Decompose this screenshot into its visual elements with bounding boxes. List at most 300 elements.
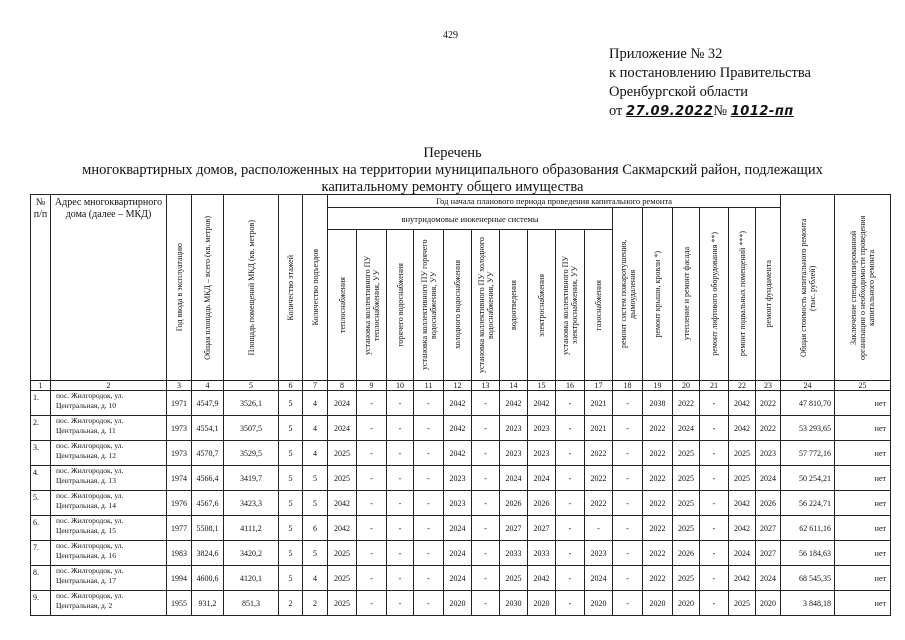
- table-cell: 2025: [328, 441, 357, 466]
- table-cell: 2025: [328, 591, 357, 616]
- table-cell: 2022: [585, 491, 613, 516]
- column-number-cell: 25: [835, 381, 891, 391]
- table-cell: -: [357, 491, 387, 516]
- table-cell: 2020: [673, 591, 700, 616]
- header-floors: Количество этажей: [286, 254, 295, 321]
- table-cell: -: [613, 391, 643, 416]
- appendix-date-line: [609, 102, 811, 121]
- table-cell: 2042: [500, 391, 528, 416]
- table-row: [31, 541, 891, 566]
- header-electric: электроснабжения: [537, 273, 546, 337]
- table-cell: 2024: [444, 566, 472, 591]
- table-cell: -: [585, 516, 613, 541]
- header-cold-water-meter: установка коллективного ПУ холодного водоснабжения, УУ: [476, 237, 495, 373]
- table-cell: 4554,1: [192, 416, 224, 441]
- table-cell: 3.: [31, 441, 51, 466]
- table-cell: 931,2: [192, 591, 224, 616]
- table-cell: 3526,1: [224, 391, 279, 416]
- table-cell: пос. Жилгородок, ул. Центральная, д. 16: [51, 541, 167, 566]
- table-cell: -: [472, 416, 500, 441]
- table-cell: 2025: [729, 591, 756, 616]
- handwritten-date: 27.09.2022: [626, 104, 714, 119]
- table-cell: -: [357, 466, 387, 491]
- table-cell: 2022: [643, 541, 673, 566]
- table-cell: 2025: [673, 491, 700, 516]
- table-cell: 4: [303, 416, 328, 441]
- header-elevator: ремонт лифтового оборудования **): [709, 232, 719, 356]
- table-cell: 5: [279, 391, 303, 416]
- table-cell: -: [414, 466, 444, 491]
- table-cell: -: [472, 391, 500, 416]
- table-cell: 2042: [328, 516, 357, 541]
- table-cell: нет: [835, 391, 891, 416]
- table-cell: 2024: [756, 566, 781, 591]
- table-cell: -: [472, 541, 500, 566]
- table-cell: 851,3: [224, 591, 279, 616]
- table-cell: -: [387, 566, 414, 591]
- table-cell: -: [700, 441, 729, 466]
- table-cell: -: [556, 591, 585, 616]
- table-row: [31, 416, 891, 441]
- document-title: [0, 145, 905, 196]
- header-conclusion: Заключение специализированной организации о необходимости проведения капитального ремонта: [849, 215, 876, 360]
- table-cell: 2033: [500, 541, 528, 566]
- table-cell: 57 772,16: [781, 441, 835, 466]
- table-cell: 2022: [585, 466, 613, 491]
- header-drainage: водоотведения: [509, 280, 518, 330]
- table-cell: 2023: [585, 541, 613, 566]
- table-cell: -: [472, 566, 500, 591]
- appendix-line-1: Приложение № 32: [609, 46, 723, 62]
- column-number-cell: 1: [31, 381, 51, 391]
- header-gas: газоснабжения: [594, 279, 603, 331]
- page-number: 429: [443, 30, 458, 41]
- column-number-cell: 19: [643, 381, 673, 391]
- column-number-row: [31, 381, 891, 391]
- table-cell: -: [357, 566, 387, 591]
- table-cell: нет: [835, 441, 891, 466]
- column-number-cell: 23: [756, 381, 781, 391]
- column-number-cell: 15: [528, 381, 556, 391]
- table-cell: нет: [835, 541, 891, 566]
- table-cell: 2027: [528, 516, 556, 541]
- column-number-cell: 24: [781, 381, 835, 391]
- table-cell: -: [613, 466, 643, 491]
- table-cell: 2025: [673, 466, 700, 491]
- table-cell: 2022: [673, 391, 700, 416]
- table-cell: 2024: [729, 541, 756, 566]
- header-year-built: Год ввода в эксплуатацию: [174, 243, 184, 332]
- table-cell: 5: [303, 541, 328, 566]
- column-number-cell: 10: [387, 381, 414, 391]
- table-cell: 4567,6: [192, 491, 224, 516]
- table-cell: 2042: [729, 391, 756, 416]
- table-cell: 2042: [528, 566, 556, 591]
- table-cell: -: [700, 491, 729, 516]
- table-cell: 3507,5: [224, 416, 279, 441]
- table-cell: 2023: [528, 441, 556, 466]
- table-cell: -: [472, 516, 500, 541]
- table-cell: 2042: [328, 491, 357, 516]
- column-number-cell: 11: [414, 381, 444, 391]
- table-cell: 2042: [444, 441, 472, 466]
- header-engineering-group: внутридомовые инженерные системы: [328, 208, 613, 230]
- table-cell: 2024: [673, 416, 700, 441]
- table-cell: -: [613, 491, 643, 516]
- data-rows: [31, 391, 891, 616]
- table-cell: -: [472, 466, 500, 491]
- column-number-cell: 4: [192, 381, 224, 391]
- header-entrances: Количество подъездов: [310, 249, 320, 326]
- table-cell: 4120,1: [224, 566, 279, 591]
- table-cell: 3419,7: [224, 466, 279, 491]
- table-cell: -: [387, 541, 414, 566]
- table-cell: 2026: [673, 541, 700, 566]
- column-number-cell: 17: [585, 381, 613, 391]
- table-cell: 5: [279, 416, 303, 441]
- table-row: [31, 566, 891, 591]
- header-hot-water-meter: установка коллективного ПУ горячего водоснабжения, УУ: [419, 239, 438, 371]
- table-cell: 4570,7: [192, 441, 224, 466]
- table-cell: 4: [303, 566, 328, 591]
- column-number-cell: 20: [673, 381, 700, 391]
- table-cell: -: [613, 566, 643, 591]
- table-cell: -: [613, 416, 643, 441]
- table-cell: пос. Жилгородок, ул. Центральная, д. 14: [51, 491, 167, 516]
- table-cell: 2027: [756, 541, 781, 566]
- table-cell: нет: [835, 516, 891, 541]
- table-cell: 2042: [729, 516, 756, 541]
- table-cell: 2042: [729, 416, 756, 441]
- table-cell: нет: [835, 591, 891, 616]
- table-cell: 50 254,21: [781, 466, 835, 491]
- table-cell: 1983: [167, 541, 192, 566]
- table-cell: 3824,6: [192, 541, 224, 566]
- header-heat: теплоснабжения: [337, 277, 347, 333]
- column-number-cell: 13: [472, 381, 500, 391]
- table-cell: -: [556, 566, 585, 591]
- table-cell: 9.: [31, 591, 51, 616]
- table-cell: -: [414, 591, 444, 616]
- handwritten-number: 1012-пп: [730, 104, 794, 119]
- table-row: [31, 591, 891, 616]
- table-cell: 2026: [756, 491, 781, 516]
- table-cell: 6.: [31, 516, 51, 541]
- table-cell: -: [613, 441, 643, 466]
- table-cell: -: [387, 591, 414, 616]
- table-cell: 1.: [31, 391, 51, 416]
- table-cell: нет: [835, 416, 891, 441]
- table-cell: 2021: [585, 416, 613, 441]
- number-prefix: №: [713, 103, 728, 119]
- table-cell: 4.: [31, 466, 51, 491]
- table-cell: -: [357, 416, 387, 441]
- table-cell: -: [414, 391, 444, 416]
- table-cell: 2023: [500, 441, 528, 466]
- table-cell: 1973: [167, 441, 192, 466]
- table-cell: пос. Жилгородок, ул. Центральная, д. 10: [51, 391, 167, 416]
- table-cell: 2030: [500, 591, 528, 616]
- table-cell: 5: [279, 441, 303, 466]
- houses-table: [30, 194, 891, 616]
- table-cell: 5: [279, 516, 303, 541]
- table-cell: 4600,6: [192, 566, 224, 591]
- table-cell: 1974: [167, 466, 192, 491]
- table-cell: 5: [279, 541, 303, 566]
- table-cell: 2022: [643, 466, 673, 491]
- table-cell: -: [414, 441, 444, 466]
- table-cell: -: [387, 491, 414, 516]
- table-cell: 47 810,70: [781, 391, 835, 416]
- header-electric-meter: установка коллективного ПУ электроснабжения, УУ: [561, 255, 579, 355]
- table-cell: 2023: [756, 441, 781, 466]
- table-row: [31, 441, 891, 466]
- table-cell: -: [700, 391, 729, 416]
- header-basement: ремонт подвальных помещений ***): [737, 231, 747, 357]
- table-cell: 2025: [328, 466, 357, 491]
- table-cell: -: [613, 541, 643, 566]
- table-cell: 1955: [167, 591, 192, 616]
- table-cell: нет: [835, 466, 891, 491]
- table-cell: 2024: [444, 516, 472, 541]
- table-cell: 2022: [756, 391, 781, 416]
- table-cell: 2020: [528, 591, 556, 616]
- table-cell: -: [472, 591, 500, 616]
- title-line-2: многоквартирных домов, расположенных на территории муниципального образования Сакмарский район, подлежащих: [82, 162, 823, 178]
- table-cell: 3423,3: [224, 491, 279, 516]
- table-cell: 4547,9: [192, 391, 224, 416]
- appendix-line-3: Оренбургской области: [609, 84, 749, 100]
- table-cell: -: [414, 516, 444, 541]
- table-cell: 2025: [328, 541, 357, 566]
- table-cell: 2022: [643, 416, 673, 441]
- table-cell: нет: [835, 566, 891, 591]
- table-cell: 2023: [444, 466, 472, 491]
- table-cell: 2020: [756, 591, 781, 616]
- date-prefix: от: [609, 103, 623, 119]
- table-cell: 2042: [729, 491, 756, 516]
- table-cell: -: [700, 516, 729, 541]
- table-cell: 2020: [643, 591, 673, 616]
- table-cell: 2024: [328, 391, 357, 416]
- table-cell: пос. Жилгородок, ул. Центральная, д. 13: [51, 466, 167, 491]
- table-row: [31, 466, 891, 491]
- table-cell: 2023: [528, 416, 556, 441]
- header-heat-meter: установка коллективного ПУ теплоснабжения, УУ: [362, 255, 381, 355]
- table-cell: 2033: [528, 541, 556, 566]
- column-number-cell: 22: [729, 381, 756, 391]
- table-cell: -: [700, 416, 729, 441]
- table-cell: 4566,4: [192, 466, 224, 491]
- column-numbers: [31, 381, 891, 391]
- table-cell: -: [700, 591, 729, 616]
- table-cell: 56 224,71: [781, 491, 835, 516]
- table-cell: пос. Жилгородок, ул. Центральная, д. 11: [51, 416, 167, 441]
- table-cell: 8.: [31, 566, 51, 591]
- table-cell: 2022: [643, 491, 673, 516]
- table-cell: 3529,5: [224, 441, 279, 466]
- table-cell: 2025: [328, 566, 357, 591]
- table-cell: 2023: [444, 491, 472, 516]
- table-cell: 5.: [31, 491, 51, 516]
- table-cell: 2042: [444, 391, 472, 416]
- table-cell: 5: [279, 491, 303, 516]
- column-number-cell: 14: [500, 381, 528, 391]
- table-cell: 2021: [585, 391, 613, 416]
- column-number-cell: 16: [556, 381, 585, 391]
- table-cell: -: [357, 516, 387, 541]
- table-cell: 2042: [729, 566, 756, 591]
- table-cell: 5: [303, 491, 328, 516]
- table-cell: 2022: [643, 441, 673, 466]
- table-cell: -: [700, 466, 729, 491]
- table-cell: 5: [279, 566, 303, 591]
- table-cell: -: [387, 516, 414, 541]
- table-cell: 2025: [729, 466, 756, 491]
- table-cell: 4: [303, 441, 328, 466]
- header-cold-water: холодного водоснабжения: [453, 260, 462, 350]
- table-cell: -: [387, 391, 414, 416]
- table-cell: -: [357, 591, 387, 616]
- table-cell: 68 545,35: [781, 566, 835, 591]
- table-cell: -: [387, 466, 414, 491]
- table-cell: -: [414, 566, 444, 591]
- table-cell: 5: [303, 466, 328, 491]
- table-cell: -: [556, 541, 585, 566]
- header-premises-area: Площадь помещений МКД (кв. метров): [246, 219, 256, 356]
- table-cell: -: [613, 591, 643, 616]
- table-cell: 2025: [729, 441, 756, 466]
- table-cell: 2027: [756, 516, 781, 541]
- column-number-cell: 9: [357, 381, 387, 391]
- column-number-cell: 8: [328, 381, 357, 391]
- title-line-1: Перечень: [423, 145, 482, 161]
- header-fire: ремонт систем пожаротушения, дымоудаления: [618, 239, 637, 349]
- table-cell: -: [472, 491, 500, 516]
- table-cell: 3 848,18: [781, 591, 835, 616]
- table-cell: 2042: [444, 416, 472, 441]
- table-cell: 56 184,63: [781, 541, 835, 566]
- table-cell: 2024: [585, 566, 613, 591]
- table-cell: 2022: [643, 566, 673, 591]
- header-cost: Общая стоимость капитального ремонта (тыс. рублей): [798, 218, 817, 357]
- table-cell: -: [414, 416, 444, 441]
- table-cell: 2020: [585, 591, 613, 616]
- table-cell: 2022: [585, 441, 613, 466]
- table-cell: -: [556, 466, 585, 491]
- table-cell: 1994: [167, 566, 192, 591]
- table-cell: 2025: [673, 566, 700, 591]
- table-cell: -: [700, 541, 729, 566]
- table-cell: пос. Жилгородок, ул. Центральная, д. 12: [51, 441, 167, 466]
- table-cell: 2025: [500, 566, 528, 591]
- appendix-line-2: к постановлению Правительства: [609, 65, 811, 81]
- column-number-cell: 3: [167, 381, 192, 391]
- table-cell: -: [556, 491, 585, 516]
- table-cell: 62 611,16: [781, 516, 835, 541]
- table-cell: 6: [303, 516, 328, 541]
- table-cell: 2024: [500, 466, 528, 491]
- table-cell: -: [556, 416, 585, 441]
- header-roof: ремонт крыши, кровли *): [653, 250, 662, 338]
- table-cell: 5: [279, 466, 303, 491]
- table-cell: 2026: [528, 491, 556, 516]
- table-cell: 2024: [756, 466, 781, 491]
- table-cell: 2023: [500, 416, 528, 441]
- header-total-area: Общая площадь МКД – всего (кв. метров): [203, 215, 212, 360]
- header-num: № п/п: [31, 195, 51, 381]
- table-cell: 2020: [444, 591, 472, 616]
- table-cell: -: [414, 491, 444, 516]
- table-cell: 4: [303, 391, 328, 416]
- table-cell: 1973: [167, 416, 192, 441]
- column-number-cell: 6: [279, 381, 303, 391]
- table-cell: 5508,1: [192, 516, 224, 541]
- appendix-block: [609, 45, 811, 121]
- table-cell: 2026: [500, 491, 528, 516]
- table-cell: 53 293,65: [781, 416, 835, 441]
- column-number-cell: 18: [613, 381, 643, 391]
- column-number-cell: 2: [51, 381, 167, 391]
- table-cell: 2022: [643, 516, 673, 541]
- table-cell: -: [472, 441, 500, 466]
- table-cell: пос. Жилгородок, ул. Центральная, д. 2: [51, 591, 167, 616]
- column-number-cell: 5: [224, 381, 279, 391]
- table-cell: -: [556, 516, 585, 541]
- table-cell: 2042: [528, 391, 556, 416]
- table-cell: 2.: [31, 416, 51, 441]
- table-cell: -: [357, 541, 387, 566]
- table-cell: -: [387, 416, 414, 441]
- table-row: [31, 491, 891, 516]
- table-cell: нет: [835, 491, 891, 516]
- column-number-cell: 7: [303, 381, 328, 391]
- table-cell: -: [556, 441, 585, 466]
- table-cell: -: [357, 441, 387, 466]
- table-cell: 2024: [328, 416, 357, 441]
- table-cell: 2022: [756, 416, 781, 441]
- table-cell: 2: [303, 591, 328, 616]
- table-cell: пос. Жилгородок, ул. Центральная, д. 17: [51, 566, 167, 591]
- table-cell: 1977: [167, 516, 192, 541]
- table-cell: 1976: [167, 491, 192, 516]
- table-cell: 4111,2: [224, 516, 279, 541]
- column-number-cell: 12: [444, 381, 472, 391]
- header-address: Адрес многоквартирного дома (далее – МКД): [51, 195, 167, 381]
- header-foundation: ремонт фундамента: [763, 260, 773, 328]
- table-cell: 3420,2: [224, 541, 279, 566]
- table-cell: 2025: [673, 516, 700, 541]
- table-cell: пос. Жилгородок, ул. Центральная, д. 15: [51, 516, 167, 541]
- title-line-3: капитальному ремонту общего имущества: [321, 179, 584, 195]
- table-cell: 2038: [643, 391, 673, 416]
- header-facade: утепление и ремонт фасада: [681, 247, 691, 341]
- table-cell: -: [556, 391, 585, 416]
- table-cell: 2024: [444, 541, 472, 566]
- table-cell: 2025: [673, 441, 700, 466]
- table-cell: -: [357, 391, 387, 416]
- table-cell: -: [414, 541, 444, 566]
- table-cell: -: [613, 516, 643, 541]
- header-hot-water: горячего водоснабжения: [395, 263, 405, 347]
- table-cell: -: [700, 566, 729, 591]
- table-cell: 2: [279, 591, 303, 616]
- table-cell: 2024: [528, 466, 556, 491]
- table-row: [31, 391, 891, 416]
- table-row: [31, 516, 891, 541]
- table-cell: 1971: [167, 391, 192, 416]
- table-cell: -: [387, 441, 414, 466]
